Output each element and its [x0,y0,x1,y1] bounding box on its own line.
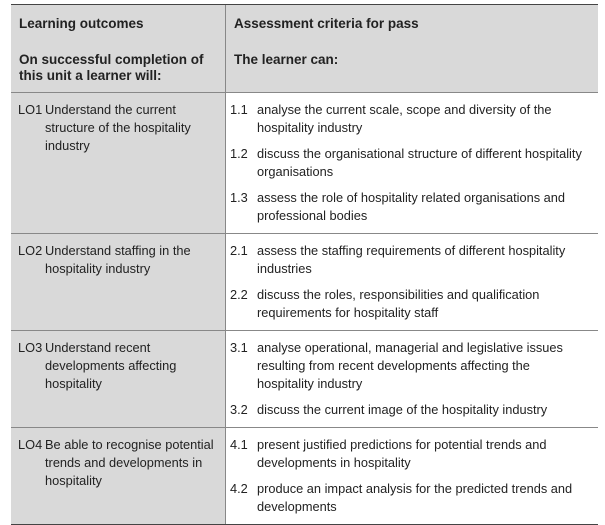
lo-code: LO4 [18,437,43,452]
table-header [11,5,598,93]
criterion-number: 1.1 [230,102,248,117]
criterion [230,97,590,141]
table-row [11,93,598,234]
criteria-cell [226,93,598,233]
header-right-subtitle: The learner can: [234,52,339,67]
criterion [230,141,590,185]
table-row [11,234,598,331]
learning-outcome-cell [11,234,226,330]
criterion-text: discuss the organisational structure of different hospitality organisations [257,146,582,179]
criterion-number: 3.1 [230,340,248,355]
criterion-text: analyse the current scale, scope and diversity of the hospitality industry [257,102,552,135]
criteria-cell [226,234,598,330]
criterion-number: 2.2 [230,287,248,302]
criterion-number: 3.2 [230,402,248,417]
lo-code: LO3 [18,340,43,355]
criterion [230,238,590,282]
criterion-text: discuss the current image of the hospitality industry [257,402,548,417]
criterion [230,476,590,520]
assessment-table [11,4,598,525]
criterion-text: assess the staffing requirements of different hospitality industries [257,243,566,276]
criteria-cell [226,428,598,524]
criterion-text: analyse operational, managerial and legislative issues resulting from recent developments affecting the hospitality industry [257,340,563,391]
lo-code: LO2 [18,243,43,258]
criterion-text: assess the role of hospitality related organisations and professional bodies [257,190,566,223]
criteria-cell [226,331,598,427]
table-row [11,331,598,428]
header-left-subtitle: On successful completion of this unit a learner will: [19,52,204,83]
criterion-number: 1.3 [230,190,248,205]
lo-text: Be able to recognise potential trends and developments in hospitality [45,437,214,488]
criterion [230,282,590,326]
table-row [11,428,598,524]
learning-outcome-cell [11,93,226,233]
header-right-title: Assessment criteria for pass [234,16,419,31]
criterion-text: discuss the roles, responsibilities and qualification requirements for hospitality staff [257,287,540,320]
criterion-number: 2.1 [230,243,248,258]
criterion-number: 1.2 [230,146,248,161]
criterion-number: 4.2 [230,481,248,496]
header-assessment-criteria [226,5,598,92]
header-learning-outcomes [11,5,226,92]
lo-code: LO1 [18,102,43,117]
learning-outcome-cell [11,331,226,427]
criterion [230,397,590,423]
lo-text: Understand recent developments affecting hospitality [45,340,177,391]
criterion-number: 4.1 [230,437,248,452]
learning-outcome-cell [11,428,226,524]
lo-text: Understand staffing in the hospitality industry [45,243,191,276]
criterion-text: present justified predictions for potential trends and developments in hospitality [257,437,547,470]
header-left-title: Learning outcomes [19,16,144,31]
criterion [230,432,590,476]
criterion-text: produce an impact analysis for the predicted trends and developments [257,481,573,514]
criterion [230,335,590,397]
criterion [230,185,590,229]
lo-text: Understand the current structure of the hospitality industry [45,102,191,153]
